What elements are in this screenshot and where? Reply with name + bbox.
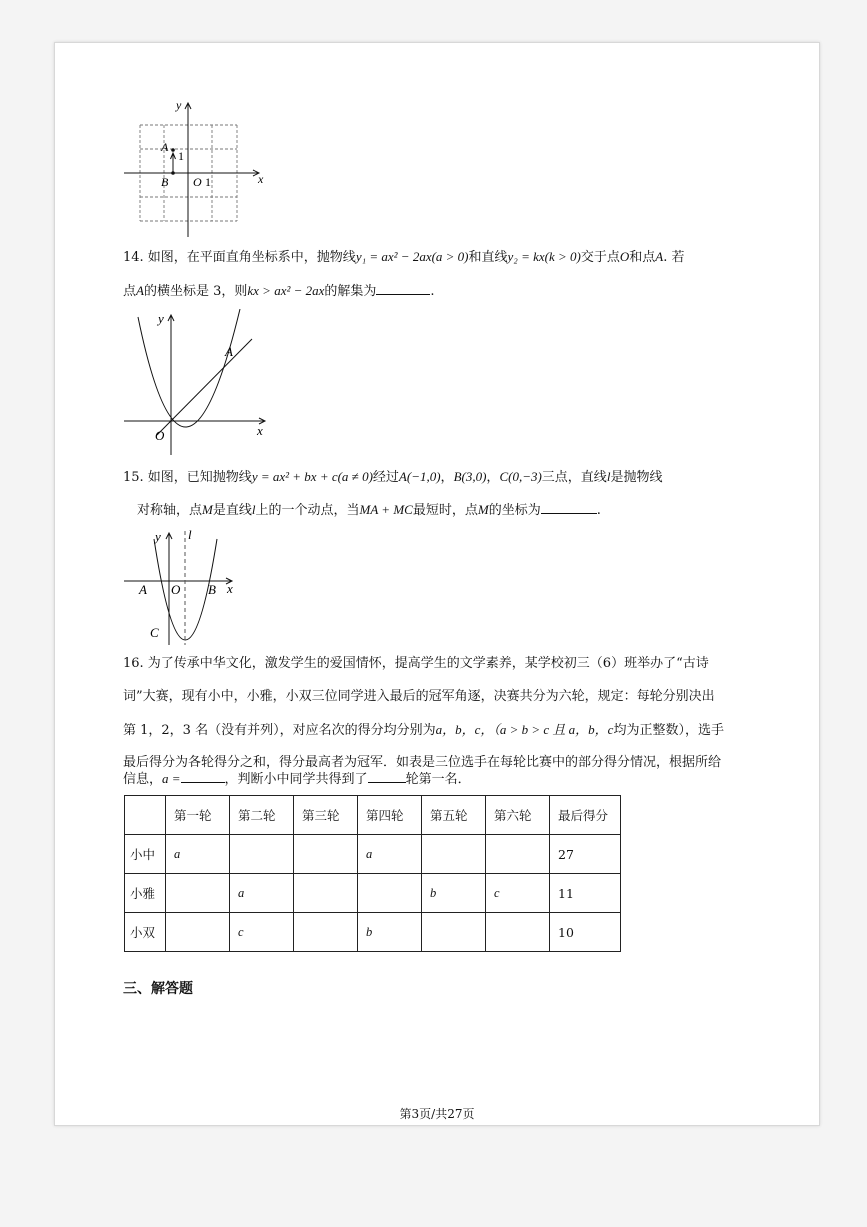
fig14-origin-label: O — [155, 428, 165, 443]
score-table — [124, 795, 621, 952]
table-cell — [486, 913, 550, 952]
table-cell: 27 — [550, 835, 621, 874]
q14-line2: 点A的横坐标是 3，则kx > ax² − 2ax的解集为 . — [123, 283, 435, 299]
table-row — [125, 835, 621, 874]
table-cell: 小中 — [125, 835, 166, 874]
table-cell — [358, 874, 422, 913]
q16-blank-rounds — [368, 782, 406, 783]
table-cell: a — [230, 874, 294, 913]
table-cell: a — [358, 835, 422, 874]
fig15-point-b-label: B — [208, 582, 216, 597]
table-header-cell: 第三轮 — [294, 796, 358, 835]
fig15-y-label: y — [155, 529, 161, 544]
table-cell — [230, 835, 294, 874]
table-cell: 11 — [550, 874, 621, 913]
fig14-point-a-label: A — [225, 344, 233, 359]
table-header-row — [125, 796, 621, 835]
table-cell — [486, 835, 550, 874]
table-header-cell — [125, 796, 166, 835]
q16-line5: 信息，a = ，判断小中同学共得到了 轮第一名． — [123, 771, 471, 787]
q16-line3: 第 1，2，3 名（没有并列），对应名次的得分均分别为a，b，c，（a > b > c 且 a，b，c均为正整数），选手 — [123, 722, 724, 738]
grid-figure — [119, 97, 279, 242]
fig-top-y-label: y — [176, 98, 182, 112]
fig-top-one-y-label: 1 — [178, 149, 184, 163]
fig-top-one-x-label: 1 — [205, 175, 211, 189]
fig15-x-label: x — [227, 581, 233, 596]
table-cell — [166, 874, 230, 913]
fig-top-x-label: x — [258, 172, 264, 186]
q16-line2: 词”大赛，现有小中，小雅，小双三位同学进入最后的冠军角逐，决赛共分为六轮，规定：每轮分别决出 — [123, 689, 715, 704]
table-cell — [422, 835, 486, 874]
q16-line1: 16. 为了传承中华文化，激发学生的爱国情怀，提高学生的文学素养，某学校初三（6）班举办了“古诗 — [123, 656, 709, 671]
section-heading: 三、解答题 — [123, 981, 193, 997]
q16-line4: 最后得分为各轮得分之和，得分最高者为冠军．如表是三位选手在每轮比赛中的部分得分情况，根据所给 — [123, 755, 722, 770]
q15-line2: 对称轴，点M是直线l上的一个动点，当MA + MC最短时，点M的坐标为 . — [137, 502, 601, 518]
table-cell — [166, 913, 230, 952]
table-row — [125, 913, 621, 952]
fig15-origin-label: O — [171, 582, 181, 597]
fig14-y-label: y — [158, 311, 164, 326]
q15-answer-blank — [541, 513, 597, 514]
q14-figure — [119, 309, 279, 459]
table-cell — [294, 874, 358, 913]
page-footer: 第3页/共27页 — [399, 1107, 475, 1121]
document-page — [54, 42, 820, 1126]
fig-top-point-a-label: A — [161, 140, 169, 154]
q14-line1: 14. 如图，在平面直角坐标系中，抛物线y₁ = ax² − 2ax(a > 0)和直线y₂ = kx(k > 0)交于点O和点A. 若 — [123, 249, 685, 265]
table-cell: c — [230, 913, 294, 952]
fig15-point-a-label: A — [139, 582, 147, 597]
table-header-cell: 第二轮 — [230, 796, 294, 835]
table-header-cell: 最后得分 — [550, 796, 621, 835]
q15-line1: 15. 如图，已知抛物线y = ax² + bx + c(a ≠ 0)经过A(−1,0)，B(3,0)，C(0,−3)三点，直线l是抛物线 — [123, 469, 663, 485]
table-cell — [294, 835, 358, 874]
table-header-cell: 第一轮 — [166, 796, 230, 835]
table-row — [125, 874, 621, 913]
table-cell: 小双 — [125, 913, 166, 952]
table-cell: c — [486, 874, 550, 913]
fig-top-point-b-label: B — [161, 175, 169, 189]
fig14-x-label: x — [257, 423, 263, 438]
fig15-l-label: l — [188, 527, 192, 542]
table-header-cell: 第五轮 — [422, 796, 486, 835]
table-header-cell: 第四轮 — [358, 796, 422, 835]
table-cell: 10 — [550, 913, 621, 952]
q15-figure — [119, 527, 249, 652]
q14-answer-blank — [376, 294, 430, 295]
q16-blank-a — [181, 782, 225, 783]
table-header-cell: 第六轮 — [486, 796, 550, 835]
table-cell — [422, 913, 486, 952]
table-cell: b — [358, 913, 422, 952]
table-cell: 小雅 — [125, 874, 166, 913]
table-cell: a — [166, 835, 230, 874]
fig15-point-c-label: C — [150, 625, 159, 640]
table-cell: b — [422, 874, 486, 913]
table-cell — [294, 913, 358, 952]
fig-top-origin-label: O — [193, 175, 202, 189]
